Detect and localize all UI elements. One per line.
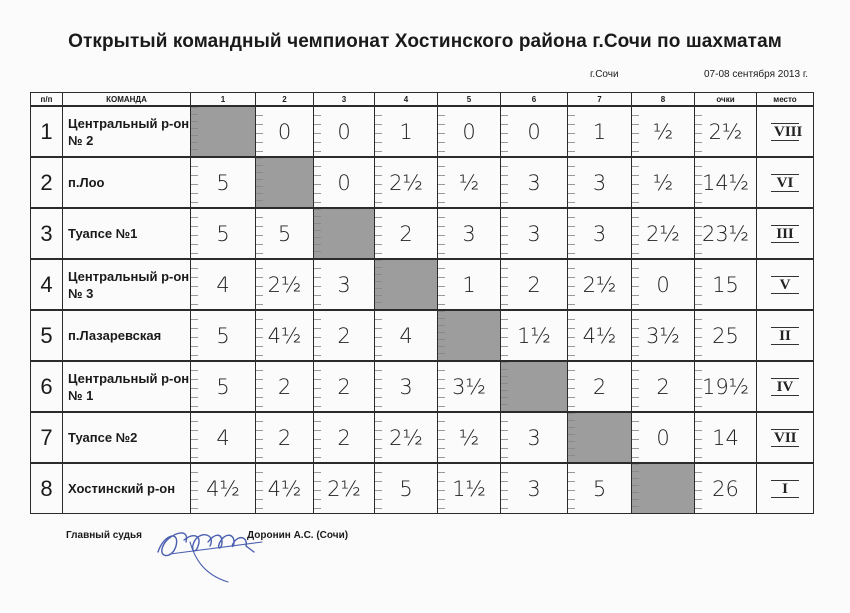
points-cell bbox=[695, 208, 757, 259]
score-cell-value: ½ bbox=[458, 425, 480, 450]
score-cell-value: 2 bbox=[277, 425, 292, 450]
score-cell bbox=[568, 208, 632, 259]
team-name: п.Лазаревская bbox=[63, 310, 191, 361]
score-cell bbox=[191, 463, 256, 514]
date-label: 07-08 сентября 2013 г. bbox=[704, 69, 809, 80]
score-cell-value: 0 bbox=[656, 425, 670, 450]
score-cell-value: 0 bbox=[277, 119, 292, 144]
score-cell-value: 3 bbox=[527, 425, 541, 450]
table-row bbox=[31, 310, 814, 361]
table-row bbox=[31, 106, 814, 157]
team-name: п.Лоо bbox=[63, 157, 191, 208]
header-col-4: 4 bbox=[375, 93, 438, 107]
points-cell bbox=[695, 463, 757, 514]
score-cell-value: 1 bbox=[592, 119, 607, 144]
score-cell bbox=[375, 208, 438, 259]
points-cell bbox=[695, 157, 757, 208]
rank-cell bbox=[757, 259, 814, 310]
header-num: п/п bbox=[31, 93, 63, 107]
score-cell bbox=[438, 412, 501, 463]
score-cell bbox=[256, 208, 314, 259]
score-cell bbox=[375, 106, 438, 157]
score-cell bbox=[438, 361, 501, 412]
score-cell-value: 2½ bbox=[267, 272, 302, 297]
score-cell bbox=[501, 412, 568, 463]
score-cell-value: 0 bbox=[527, 119, 541, 144]
rank-cell-value: III bbox=[771, 225, 799, 243]
points-cell bbox=[695, 361, 757, 412]
score-cell bbox=[501, 208, 568, 259]
score-cell bbox=[501, 310, 568, 361]
score-cell bbox=[314, 463, 375, 514]
score-cell-value: 2½ bbox=[646, 221, 680, 246]
score-cell-value: 1½ bbox=[452, 476, 486, 501]
row-number: 4 bbox=[31, 259, 63, 310]
score-cell-value: 5 bbox=[216, 374, 230, 399]
rank-cell bbox=[757, 208, 814, 259]
team-name: Центральный р-он № 2 bbox=[63, 106, 191, 157]
score-cell-value: 4 bbox=[399, 323, 413, 348]
score-cell bbox=[256, 361, 314, 412]
score-cell-value: 3½ bbox=[452, 374, 486, 399]
score-cell bbox=[568, 361, 632, 412]
points-cell-value: 15 bbox=[712, 272, 739, 297]
score-cell-value: ½ bbox=[458, 170, 480, 195]
score-cell bbox=[191, 412, 256, 463]
judge-name: Доронин А.С. (Сочи) bbox=[247, 530, 349, 541]
score-cell-value: 3 bbox=[592, 170, 607, 195]
score-cell bbox=[501, 106, 568, 157]
self-cell bbox=[632, 463, 695, 514]
score-cell bbox=[256, 310, 314, 361]
score-cell-value: 3 bbox=[527, 170, 541, 195]
rank-cell-value: IV bbox=[771, 378, 799, 396]
score-cell-value: ½ bbox=[652, 170, 674, 195]
rank-cell bbox=[757, 463, 814, 514]
self-cell bbox=[568, 412, 632, 463]
score-cell-value: 1½ bbox=[517, 323, 551, 348]
score-cell bbox=[375, 361, 438, 412]
score-cell-value: 4½ bbox=[206, 476, 240, 501]
score-cell bbox=[314, 310, 375, 361]
rank-cell bbox=[757, 412, 814, 463]
row-number: 7 bbox=[31, 412, 63, 463]
self-cell bbox=[438, 310, 501, 361]
crosstable bbox=[30, 92, 814, 514]
place-label: г.Сочи bbox=[590, 69, 619, 80]
points-cell-value: 2½ bbox=[708, 119, 743, 144]
points-cell bbox=[695, 412, 757, 463]
points-cell bbox=[695, 310, 757, 361]
row-number: 5 bbox=[31, 310, 63, 361]
score-cell bbox=[191, 208, 256, 259]
score-cell bbox=[438, 259, 501, 310]
points-cell-value: 14 bbox=[712, 425, 739, 450]
table-row bbox=[31, 259, 814, 310]
header-points: очки bbox=[695, 93, 757, 107]
team-name: Туапсе №1 bbox=[63, 208, 191, 259]
score-cell bbox=[191, 310, 256, 361]
score-cell-value: 0 bbox=[656, 272, 670, 297]
score-cell bbox=[632, 106, 695, 157]
score-cell bbox=[438, 208, 501, 259]
rank-cell bbox=[757, 106, 814, 157]
score-cell-value: 0 bbox=[337, 170, 351, 195]
score-cell-value: 4 bbox=[216, 425, 230, 450]
score-cell bbox=[568, 259, 632, 310]
points-cell-value: 26 bbox=[712, 476, 739, 501]
rank-cell-value: VIII bbox=[771, 123, 799, 141]
score-cell bbox=[256, 463, 314, 514]
score-cell bbox=[375, 310, 438, 361]
score-cell-value: 2 bbox=[592, 374, 607, 399]
points-cell bbox=[695, 106, 757, 157]
score-cell-value: 1 bbox=[462, 272, 476, 297]
points-cell-value: 23½ bbox=[701, 221, 750, 246]
score-cell-value: 3 bbox=[399, 374, 413, 399]
score-cell bbox=[256, 259, 314, 310]
row-number: 6 bbox=[31, 361, 63, 412]
score-cell bbox=[501, 157, 568, 208]
rank-cell bbox=[757, 361, 814, 412]
score-cell bbox=[632, 412, 695, 463]
table-row bbox=[31, 463, 814, 514]
score-cell bbox=[314, 259, 375, 310]
score-cell-value: 4 bbox=[216, 272, 230, 297]
team-name: Туапсе №2 bbox=[63, 412, 191, 463]
score-cell bbox=[501, 463, 568, 514]
score-cell-value: 5 bbox=[277, 221, 292, 246]
self-cell bbox=[256, 157, 314, 208]
score-cell bbox=[191, 259, 256, 310]
row-number: 8 bbox=[31, 463, 63, 514]
table-row bbox=[31, 157, 814, 208]
score-cell bbox=[191, 361, 256, 412]
score-cell-value: 3 bbox=[527, 221, 541, 246]
header-col-6: 6 bbox=[501, 93, 568, 107]
score-cell bbox=[568, 157, 632, 208]
score-cell-value: 2 bbox=[337, 425, 351, 450]
score-cell bbox=[632, 208, 695, 259]
score-cell-value: 1 bbox=[399, 119, 413, 144]
table-row bbox=[31, 208, 814, 259]
score-cell-value: 2½ bbox=[389, 170, 423, 195]
self-cell bbox=[191, 106, 256, 157]
judge-label: Главный судья bbox=[66, 530, 142, 541]
score-cell-value: 3 bbox=[337, 272, 351, 297]
points-cell-value: 25 bbox=[712, 323, 739, 348]
score-cell-value: 2½ bbox=[582, 272, 617, 297]
header-row bbox=[31, 93, 814, 107]
score-cell bbox=[568, 463, 632, 514]
header-col-7: 7 bbox=[568, 93, 632, 107]
score-cell-value: 3 bbox=[462, 221, 476, 246]
header-col-2: 2 bbox=[256, 93, 314, 107]
score-cell bbox=[438, 157, 501, 208]
score-cell bbox=[632, 259, 695, 310]
score-cell-value: 2 bbox=[656, 374, 670, 399]
score-cell-value: 3½ bbox=[646, 323, 680, 348]
header-rank: место bbox=[757, 93, 814, 107]
score-cell-value: ½ bbox=[652, 119, 674, 144]
points-cell-value: 19½ bbox=[701, 374, 750, 399]
score-cell-value: 4½ bbox=[582, 323, 617, 348]
score-cell-value: 4½ bbox=[267, 323, 302, 348]
row-number: 2 bbox=[31, 157, 63, 208]
score-cell bbox=[568, 106, 632, 157]
rank-cell-value: VII bbox=[771, 429, 799, 447]
score-cell-value: 2 bbox=[337, 323, 351, 348]
score-cell bbox=[438, 106, 501, 157]
score-cell-value: 0 bbox=[462, 119, 476, 144]
score-cell-value: 5 bbox=[216, 170, 230, 195]
score-cell bbox=[314, 412, 375, 463]
score-cell bbox=[256, 412, 314, 463]
header-col-5: 5 bbox=[438, 93, 501, 107]
score-cell bbox=[314, 157, 375, 208]
rank-cell bbox=[757, 310, 814, 361]
score-cell bbox=[632, 361, 695, 412]
score-cell bbox=[375, 412, 438, 463]
score-cell bbox=[256, 106, 314, 157]
score-cell-value: 2 bbox=[337, 374, 351, 399]
score-cell-value: 2 bbox=[277, 374, 292, 399]
document-title: Открытый командный чемпионат Хостинского района г.Сочи по шахматам bbox=[68, 31, 782, 52]
team-name: Центральный р-он № 3 bbox=[63, 259, 191, 310]
score-cell-value: 2 bbox=[527, 272, 541, 297]
score-cell-value: 5 bbox=[399, 476, 413, 501]
score-cell bbox=[191, 157, 256, 208]
rank-cell-value: V bbox=[771, 276, 799, 294]
row-number: 1 bbox=[31, 106, 63, 157]
score-cell bbox=[632, 157, 695, 208]
score-cell bbox=[314, 361, 375, 412]
score-cell bbox=[501, 259, 568, 310]
header-col-1: 1 bbox=[191, 93, 256, 107]
score-cell-value: 0 bbox=[337, 119, 351, 144]
points-cell-value: 14½ bbox=[701, 170, 750, 195]
header-col-8: 8 bbox=[632, 93, 695, 107]
score-cell bbox=[314, 106, 375, 157]
score-cell-value: 4½ bbox=[267, 476, 302, 501]
points-cell bbox=[695, 259, 757, 310]
team-name: Центральный р-он № 1 bbox=[63, 361, 191, 412]
score-cell-value: 3 bbox=[527, 476, 541, 501]
score-cell bbox=[438, 463, 501, 514]
score-cell-value: 5 bbox=[592, 476, 607, 501]
table-row bbox=[31, 361, 814, 412]
header-col-3: 3 bbox=[314, 93, 375, 107]
rank-cell-value: I bbox=[771, 480, 799, 498]
signature bbox=[150, 512, 270, 587]
score-cell bbox=[375, 463, 438, 514]
team-name: Хостинский р-он bbox=[63, 463, 191, 514]
self-cell bbox=[501, 361, 568, 412]
score-cell-value: 2 bbox=[399, 221, 413, 246]
rank-cell-value: VI bbox=[771, 174, 799, 192]
score-cell-value: 2½ bbox=[389, 425, 423, 450]
score-cell bbox=[375, 157, 438, 208]
self-cell bbox=[314, 208, 375, 259]
table-row bbox=[31, 412, 814, 463]
score-cell bbox=[632, 310, 695, 361]
score-cell-value: 2½ bbox=[327, 476, 361, 501]
rank-cell bbox=[757, 157, 814, 208]
score-cell-value: 5 bbox=[216, 323, 230, 348]
score-cell-value: 3 bbox=[592, 221, 607, 246]
rank-cell-value: II bbox=[771, 327, 799, 345]
score-cell bbox=[568, 310, 632, 361]
row-number: 3 bbox=[31, 208, 63, 259]
score-cell-value: 5 bbox=[216, 221, 230, 246]
header-team: КОМАНДА bbox=[63, 93, 191, 107]
self-cell bbox=[375, 259, 438, 310]
